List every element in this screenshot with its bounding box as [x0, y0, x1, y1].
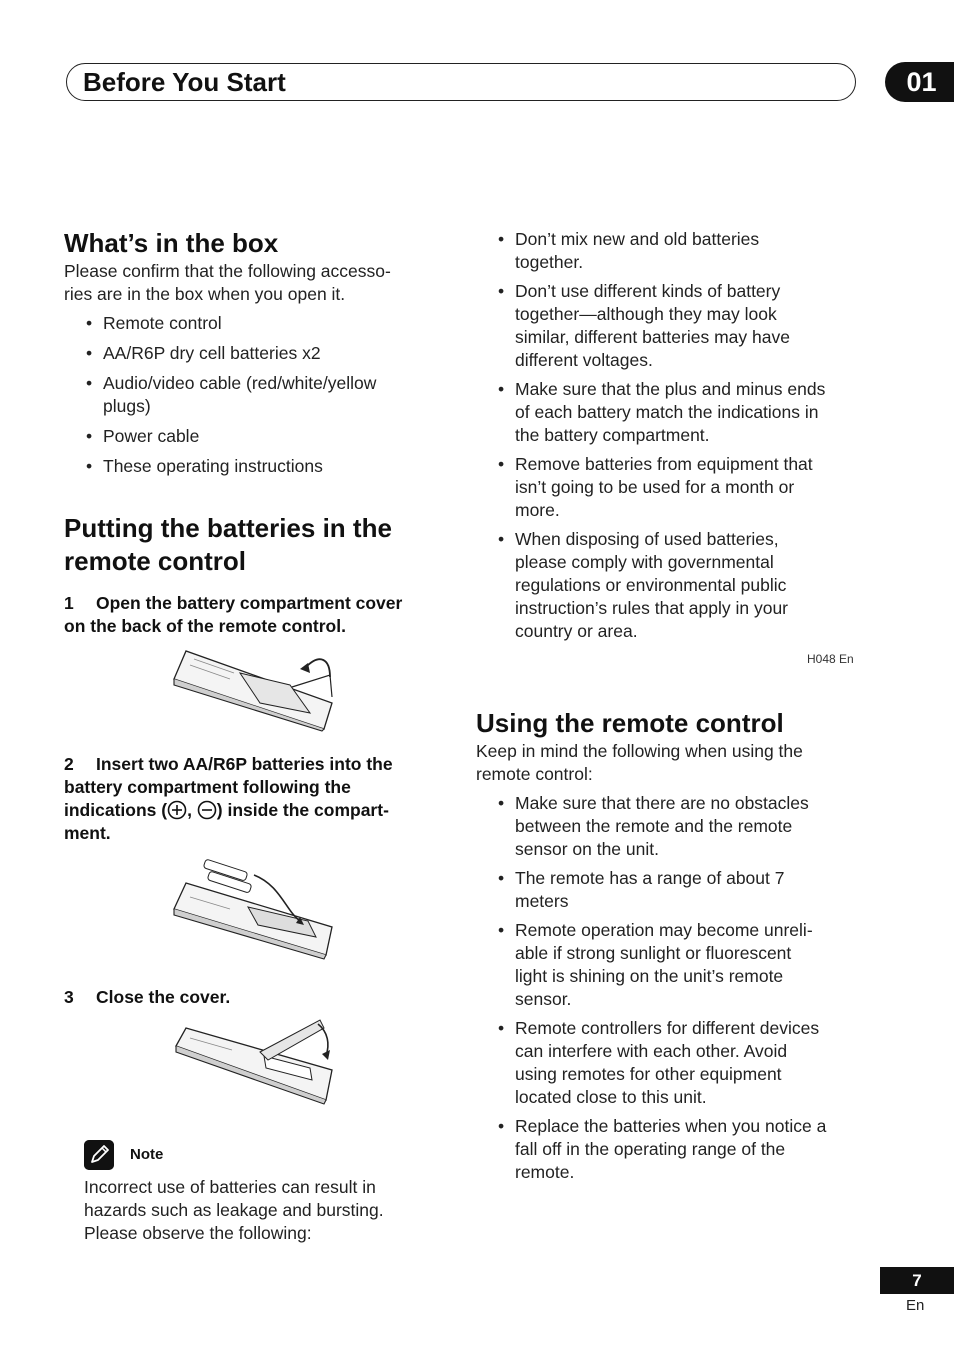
page-number: 7	[880, 1267, 954, 1294]
remote-close-cover-illustration	[172, 1016, 338, 1106]
circled-minus-icon	[197, 800, 217, 820]
list-item: • Replace the batteries when you notice a fall off in the operating range of the remote.	[515, 1115, 826, 1184]
note-label: Note	[130, 1146, 164, 1163]
chapter-number-badge: 01	[885, 62, 954, 102]
section-title-batteries: Putting the batteries in the remote control	[64, 513, 392, 576]
list-item: • Remote operation may become unreli- able if strong sunlight or fluorescent light is shining on the unit’s remote sensor.	[515, 919, 826, 1011]
note-body: Incorrect use of batteries can result in hazards such as leakage and bursting. Please observe the following:	[84, 1177, 384, 1243]
list-item: • Remote controllers for different devices can interfere with each other. Avoid using remotes for other equipment located close to this unit.	[515, 1017, 826, 1109]
list-item: • AA/R6P dry cell batteries x2	[103, 342, 376, 365]
box-intro	[64, 260, 391, 306]
step-number: 2	[64, 754, 74, 774]
list-item: • Power cable	[103, 425, 376, 448]
pencil-note-icon	[84, 1140, 114, 1170]
list-item: • Remove batteries from equipment that isn’t going to be used for a month or more.	[515, 453, 825, 522]
circled-plus-icon	[167, 800, 187, 820]
box-intro-line: ries are in the box when you open it.	[64, 284, 346, 304]
battery-warnings-list	[515, 228, 825, 643]
section-title-whats-in-the-box: What’s in the box	[64, 228, 279, 258]
list-item: • The remote has a range of about 7 meters	[515, 867, 826, 913]
section-title-using-remote: Using the remote control	[476, 708, 784, 738]
step-2: 2 Insert two AA/R6P batteries into the battery compartment following the indications ( , ) inside the compart- ment.	[64, 754, 393, 843]
remote-open-cover-illustration	[170, 645, 340, 733]
box-intro-line: Please confirm that the following accesso-	[64, 261, 391, 281]
step-number: 3	[64, 987, 74, 1007]
list-item: • Make sure that there are no obstacles between the remote and the remote sensor on the unit.	[515, 792, 826, 861]
page-language: En	[906, 1297, 925, 1314]
step-number: 1	[64, 593, 74, 613]
document-code: H048 En	[807, 652, 854, 666]
chapter-title: Before You Start	[83, 67, 286, 97]
list-item: • When disposing of used batteries, please comply with governmental regulations or environmental public instruction’s rules that apply in your country or area.	[515, 528, 825, 643]
list-item: • Remote control	[103, 312, 376, 335]
remote-insert-batteries-illustration	[170, 855, 340, 963]
list-item: • Make sure that the plus and minus ends of each battery match the indications in the battery compartment.	[515, 378, 825, 447]
using-intro: Keep in mind the following when using the remote control:	[476, 741, 803, 784]
list-item: • Don’t use different kinds of battery together—although they may look similar, different batteries may have different voltages.	[515, 280, 825, 372]
list-item: • Don’t mix new and old batteries together.	[515, 228, 825, 274]
using-remote-list	[515, 792, 826, 1184]
list-item: • Audio/video cable (red/white/yellow plugs)	[103, 372, 376, 418]
step-3: 3 Close the cover.	[64, 987, 231, 1007]
step-1: 1 Open the battery compartment cover on the back of the remote control.	[64, 593, 403, 636]
box-contents-list	[103, 312, 376, 478]
list-item: • These operating instructions	[103, 455, 376, 478]
